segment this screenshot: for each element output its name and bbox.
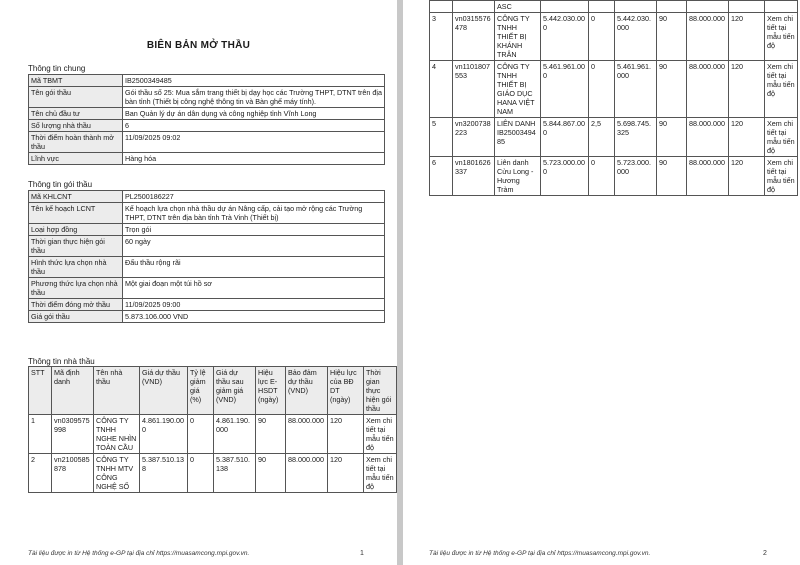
field-label: Số lượng nhà thầu [29,120,123,132]
table-cell: 90 [256,415,286,454]
general-info-table [28,74,385,165]
table-cell: 0 [188,415,214,454]
field-value: Đấu thầu rộng rãi [123,257,385,278]
field-label: Giá gói thầu [29,311,123,323]
table-cell: 5.387.510.138 [140,454,188,493]
field-label: Hình thức lựa chọn nhà thầu [29,257,123,278]
table-cell: vn0315576478 [453,13,495,61]
column-header: Tỷ lệ giảm giá (%) [188,367,214,415]
table-cell: Xem chi tiết tại mẫu tiến độ [364,415,397,454]
field-value: 11/09/2025 09:00 [123,299,385,311]
table-cell: LIÊN DANH IB2500349485 [495,118,541,157]
field-value: 5.873.106.000 VND [123,311,385,323]
field-value: Kế hoạch lựa chọn nhà thầu dự án Nâng cấp, cải tạo mở rộng các Trường THPT, DTNT trên địa bàn tỉnh Trà Vinh (Thiết bị) [123,203,385,224]
page-number: 2 [763,550,767,557]
table-cell: 90 [657,157,687,196]
table-row [29,224,385,236]
table-cell: 2 [29,454,52,493]
table-row [430,13,798,61]
column-header: Giá dự thầu (VND) [140,367,188,415]
table-cell: Xem chi tiết tại mẫu tiến độ [765,13,798,61]
package-info-heading: Thông tin gói thầu [28,180,93,189]
table-header-row [29,367,397,415]
field-value: 6 [123,120,385,132]
column-header: Giá dự thầu sau giảm giá (VND) [214,367,256,415]
footer-note: Tài liệu được in từ Hệ thống e-GP tại địa chỉ https://muasamcong.mpi.gov.vn. [429,550,651,557]
column-header: STT [29,367,52,415]
field-label: Tên gói thầu [29,87,123,108]
table-row [29,278,385,299]
table-cell: 5 [430,118,453,157]
footer-note: Tài liệu được in từ Hệ thống e-GP tại địa chỉ https://muasamcong.mpi.gov.vn. [28,550,250,557]
field-value: Một giai đoạn một túi hồ sơ [123,278,385,299]
field-label: Thời điểm đóng mở thầu [29,299,123,311]
table-cell: vn2100585878 [52,454,94,493]
table-cell: 6 [430,157,453,196]
table-cell: 4.861.190.000 [140,415,188,454]
table-cell: 120 [729,61,765,118]
table-cell: 5.442.030.000 [541,13,589,61]
table-cell: ASC [495,1,541,13]
field-value: Gói thầu số 25: Mua sắm trang thiết bị dạy học các Trường THPT, DTNT trên địa bàn tỉnh (Thiết bị công nghệ thông tin và Bàn ghế máy tính). [123,87,385,108]
table-cell: 3 [430,13,453,61]
contractor-table-page-2 [429,0,798,196]
table-cell: CÔNG TY TNHH THIẾT BỊ GIÁO DỤC HANA VIỆT NAM [495,61,541,118]
table-row [29,153,385,165]
table-row [430,118,798,157]
column-header: Mã định danh [52,367,94,415]
field-value: 11/09/2025 09:02 [123,132,385,153]
field-value: PL2500186227 [123,191,385,203]
column-header: Bảo đảm dự thầu (VND) [286,367,328,415]
table-row [29,75,385,87]
field-value: Ban Quản lý dự án dân dụng và công nghiệp tỉnh Vĩnh Long [123,108,385,120]
column-header: Hiệu lực của BĐ DT (ngày) [328,367,364,415]
table-cell: 5.461.961.000 [615,61,657,118]
table-cell: 88.000.000 [687,61,729,118]
table-row [29,311,385,323]
field-value: 60 ngày [123,236,385,257]
table-row [430,157,798,196]
field-value: Trọn gói [123,224,385,236]
table-row [29,299,385,311]
table-cell: vn1801626337 [453,157,495,196]
field-label: Thời điểm hoàn thành mở thầu [29,132,123,153]
table-cell: 90 [657,61,687,118]
table-cell: 5.844.867.000 [541,118,589,157]
table-cell: CÔNG TY TNHH NGHE NHÌN TOÀN CẦU [94,415,140,454]
table-row [29,415,397,454]
table-cell: vn0309575998 [52,415,94,454]
table-cell: 5.387.510.138 [214,454,256,493]
table-cell: 120 [729,13,765,61]
table-cell: 88.000.000 [286,415,328,454]
table-row-continued [430,1,798,13]
table-cell: 4 [430,61,453,118]
table-row [29,191,385,203]
table-row [29,236,385,257]
general-info-heading: Thông tin chung [28,64,86,73]
table-cell: 4.861.190.000 [214,415,256,454]
table-cell: 88.000.000 [687,157,729,196]
package-info-table [28,190,385,323]
table-row [29,132,385,153]
table-cell: Xem chi tiết tại mẫu tiến độ [765,118,798,157]
table-row [29,203,385,224]
field-label: Phương thức lựa chọn nhà thầu [29,278,123,299]
table-cell: 5.461.961.000 [541,61,589,118]
field-value: Hàng hóa [123,153,385,165]
field-label: Mã TBMT [29,75,123,87]
column-header: Tên nhà thầu [94,367,140,415]
table-cell: CÔNG TY TNHH MTV CÔNG NGHỆ SỐ [94,454,140,493]
table-cell: 120 [328,454,364,493]
table-cell: 120 [729,118,765,157]
table-cell: 5.723.000.000 [541,157,589,196]
field-label: Thời gian thực hiện gói thầu [29,236,123,257]
table-cell: CÔNG TY TNHH THIẾT BỊ KHÁNH TRÂN [495,13,541,61]
table-row [29,257,385,278]
table-cell: 0 [589,13,615,61]
table-cell: 0 [589,61,615,118]
table-row [29,454,397,493]
field-label: Tên kế hoạch LCNT [29,203,123,224]
table-cell: Xem chi tiết tại mẫu tiến độ [364,454,397,493]
page-number: 1 [360,550,364,557]
table-cell: 88.000.000 [286,454,328,493]
table-cell: vn1101807553 [453,61,495,118]
contractor-info-heading: Thông tin nhà thầu [28,357,95,366]
table-cell: 120 [328,415,364,454]
table-cell: 90 [657,118,687,157]
field-value: IB2500349485 [123,75,385,87]
table-row [29,87,385,108]
table-cell: 5.723.000.000 [615,157,657,196]
table-cell: 1 [29,415,52,454]
document-page-2 [403,0,800,565]
table-cell: 0 [188,454,214,493]
table-cell: Xem chi tiết tại mẫu tiến độ [765,157,798,196]
table-cell: 2,5 [589,118,615,157]
table-cell: 90 [657,13,687,61]
table-cell: vn3200738223 [453,118,495,157]
table-row [430,61,798,118]
table-cell: 5.698.745.325 [615,118,657,157]
column-header: Hiệu lực E-HSDT (ngày) [256,367,286,415]
table-cell: Liên danh Cửu Long - Hương Tràm [495,157,541,196]
table-cell: 5.442.030.000 [615,13,657,61]
contractor-table-page-1 [28,366,397,493]
table-cell: 90 [256,454,286,493]
field-label: Lĩnh vực [29,153,123,165]
table-row [29,108,385,120]
table-cell: Xem chi tiết tại mẫu tiến độ [765,61,798,118]
field-label: Mã KHLCNT [29,191,123,203]
field-label: Loại hợp đồng [29,224,123,236]
table-row [29,120,385,132]
table-cell: 88.000.000 [687,118,729,157]
table-cell: 120 [729,157,765,196]
document-page-1 [0,0,397,565]
table-cell: 0 [589,157,615,196]
table-cell: 88.000.000 [687,13,729,61]
column-header: Thời gian thực hiện gói thầu [364,367,397,415]
document-title: BIÊN BẢN MỞ THẦU [146,40,251,51]
field-label: Tên chủ đầu tư [29,108,123,120]
